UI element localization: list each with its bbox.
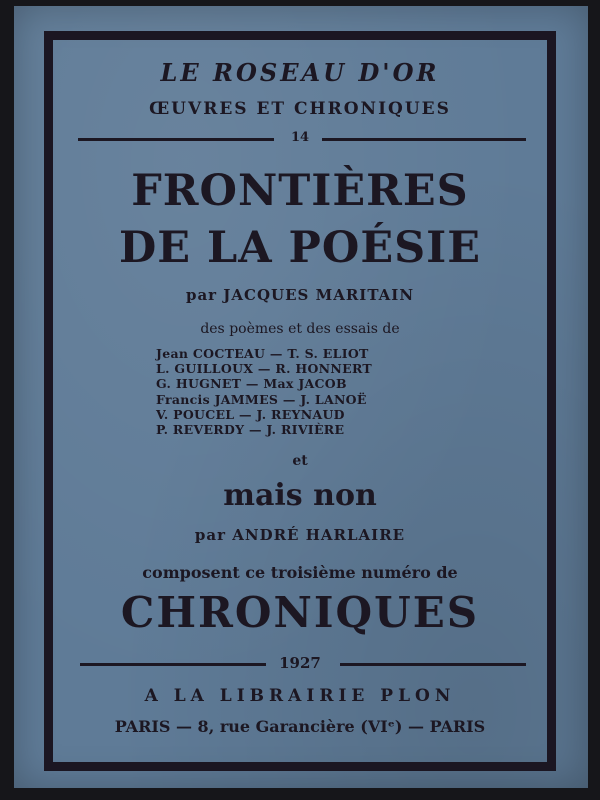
- contributor-line: G. HUGNET — Max JACOB: [156, 376, 347, 392]
- compose-line: composent ce troisième numéro de: [142, 563, 458, 582]
- journal-title: CHRONIQUES: [120, 588, 480, 637]
- series-subtitle: ŒUVRES ET CHRONIQUES: [149, 99, 451, 119]
- second-byline: par ANDRÉ HARLAIRE: [194, 526, 406, 544]
- series-title: LE ROSEAU D'OR: [160, 58, 440, 87]
- rule-top-right: [322, 138, 526, 141]
- contributor-line: V. POUCEL — J. REYNAUD: [156, 406, 345, 422]
- main-byline: par JACQUES MARITAIN: [185, 286, 415, 304]
- publisher-address: PARIS — 8, rue Garancière (VIᵉ) — PARIS: [114, 717, 486, 736]
- second-title: mais non: [223, 478, 377, 513]
- contributor-line: L. GUILLOUX — R. HONNERT: [156, 361, 373, 377]
- conjunction: et: [292, 453, 308, 469]
- issue-number: 14: [290, 130, 310, 145]
- main-title-line2: DE LA POÉSIE: [118, 223, 482, 273]
- contributors-intro: des poèmes et des essais de: [200, 321, 400, 337]
- rule-bottom-right: [340, 663, 526, 666]
- contributors-list: [156, 346, 456, 437]
- publication-year: 1927: [279, 654, 321, 672]
- main-title-line1: FRONTIÈRES: [131, 166, 469, 216]
- contributor-line: Francis JAMMES — J. LANOË: [156, 391, 367, 407]
- publisher: A LA LIBRAIRIE PLON: [144, 686, 456, 706]
- contributor-line: Jean COCTEAU — T. S. ELIOT: [156, 346, 369, 361]
- contributor-line: P. REVERDY — J. RIVIÈRE: [156, 422, 345, 438]
